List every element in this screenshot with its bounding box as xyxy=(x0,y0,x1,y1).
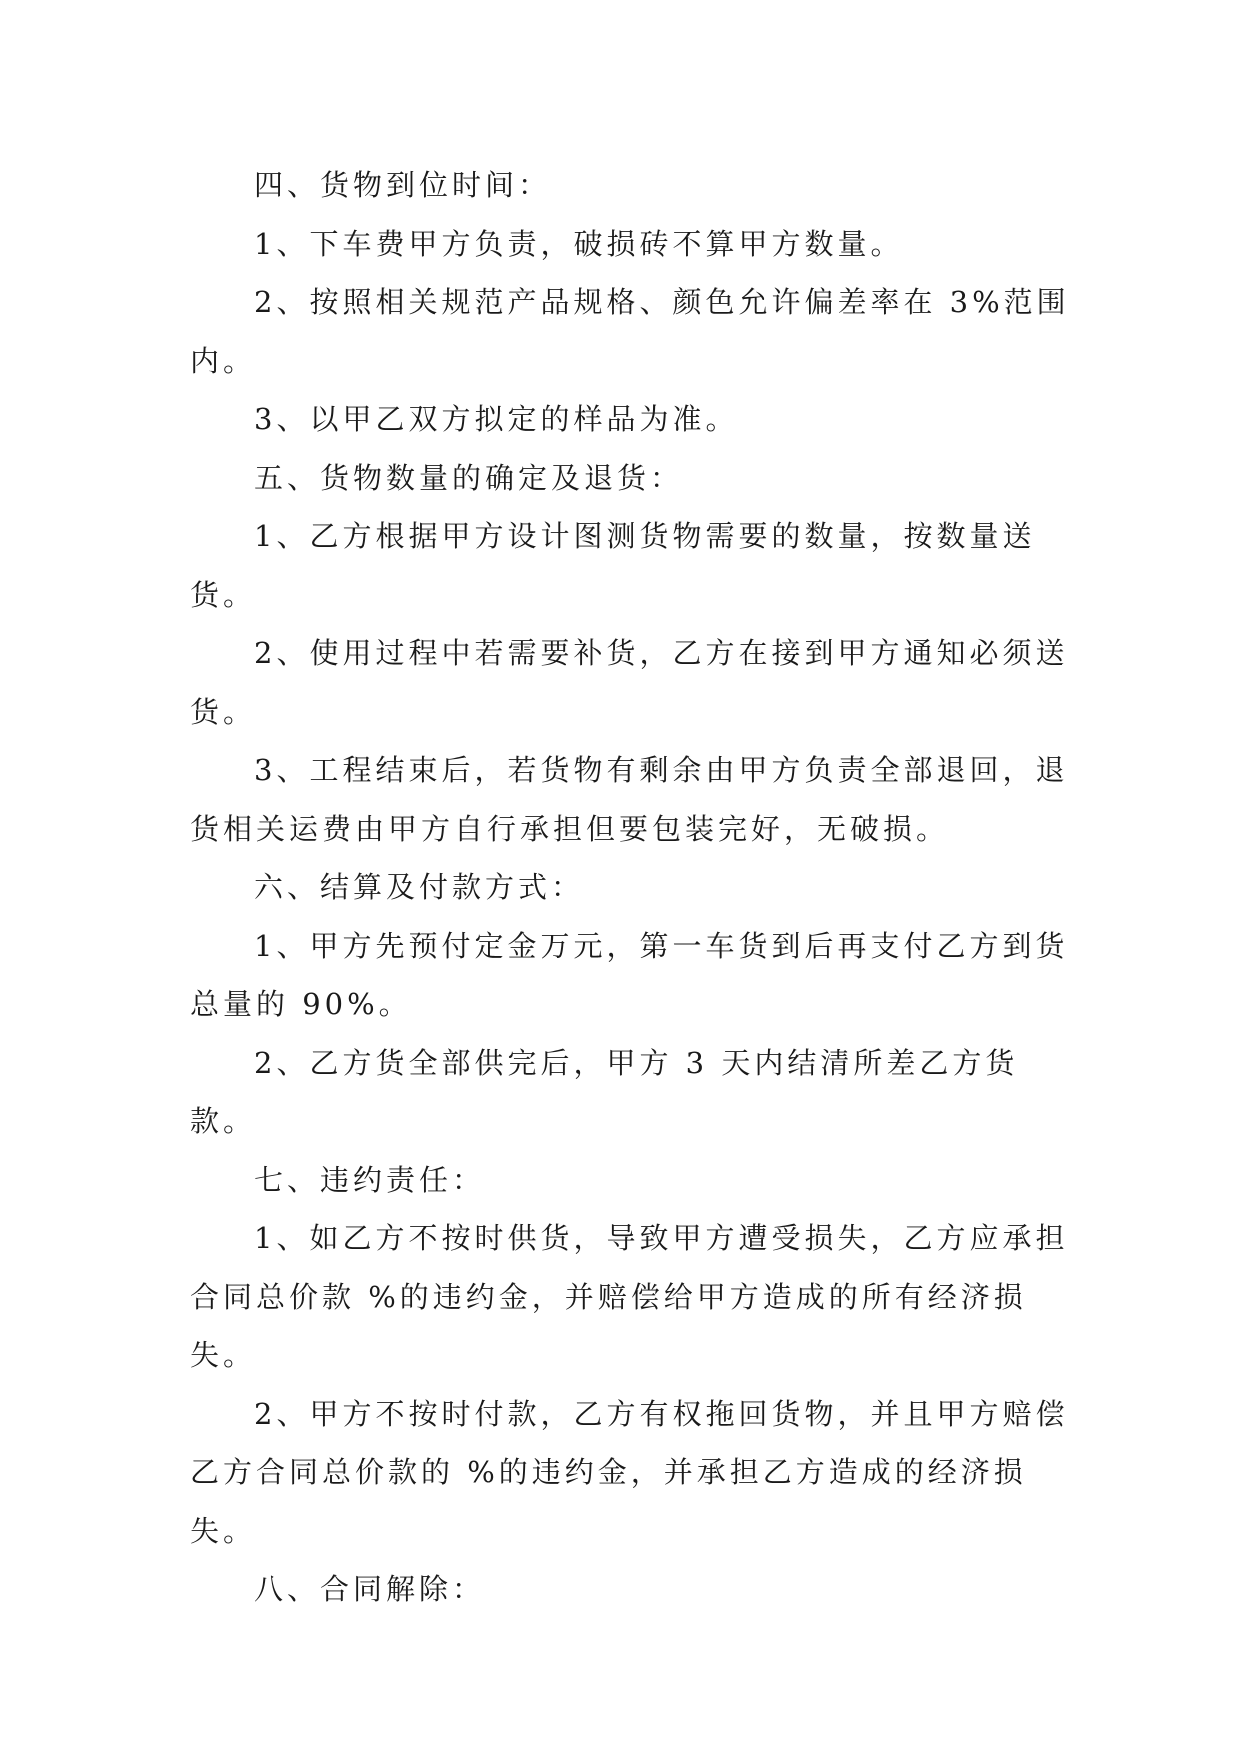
clause-sample-standard: 3、以甲乙双方拟定的样品为准。 xyxy=(254,402,739,436)
section-heading-liability: 七、违约责任： xyxy=(254,1162,486,1197)
clause-buyer-breach: 2、甲方不按时付款，乙方有权拖回货物，并且甲方赔偿乙方合同总价款的 %的违约金，并承担乙方造成的经济损失。 xyxy=(190,1396,1069,1548)
clause-deposit: 1、甲方先预付定金万元，第一车货到后再支付乙方到货总量的 90%。 xyxy=(190,928,1069,1021)
clause-replenishment: 2、使用过程中若需要补货，乙方在接到甲方通知必须送货。 xyxy=(190,636,1069,729)
section-heading-quantity-returns: 五、货物数量的确定及退货： xyxy=(254,460,684,495)
clause-final-payment: 2、乙方货全部供完后，甲方 3 天内结清所差乙方货款。 xyxy=(190,1045,1019,1138)
clause-unloading-fee: 1、下车费甲方负责，破损砖不算甲方数量。 xyxy=(254,226,904,261)
clause-tolerance: 2、按照相关规范产品规格、颜色允许偏差率在 3%范围内。 xyxy=(190,285,1070,378)
section-heading-delivery-time: 四、货物到位时间： xyxy=(254,168,552,202)
section-heading-settlement: 六、结算及付款方式： xyxy=(254,870,585,904)
document-body xyxy=(190,156,1070,1619)
clause-supplier-breach: 1、如乙方不按时供货，导致甲方遭受损失，乙方应承担合同总价款 %的违约金，并赔偿给甲方造成的所有经济损失。 xyxy=(190,1221,1069,1372)
clause-returns: 3、工程结束后，若货物有剩余由甲方负责全部退回，退货相关运费由甲方自行承担但要包装完好，无破损。 xyxy=(190,753,1069,846)
clause-quantity-delivery: 1、乙方根据甲方设计图测货物需要的数量，按数量送货。 xyxy=(190,519,1036,612)
section-heading-termination: 八、合同解除： xyxy=(254,1572,486,1606)
